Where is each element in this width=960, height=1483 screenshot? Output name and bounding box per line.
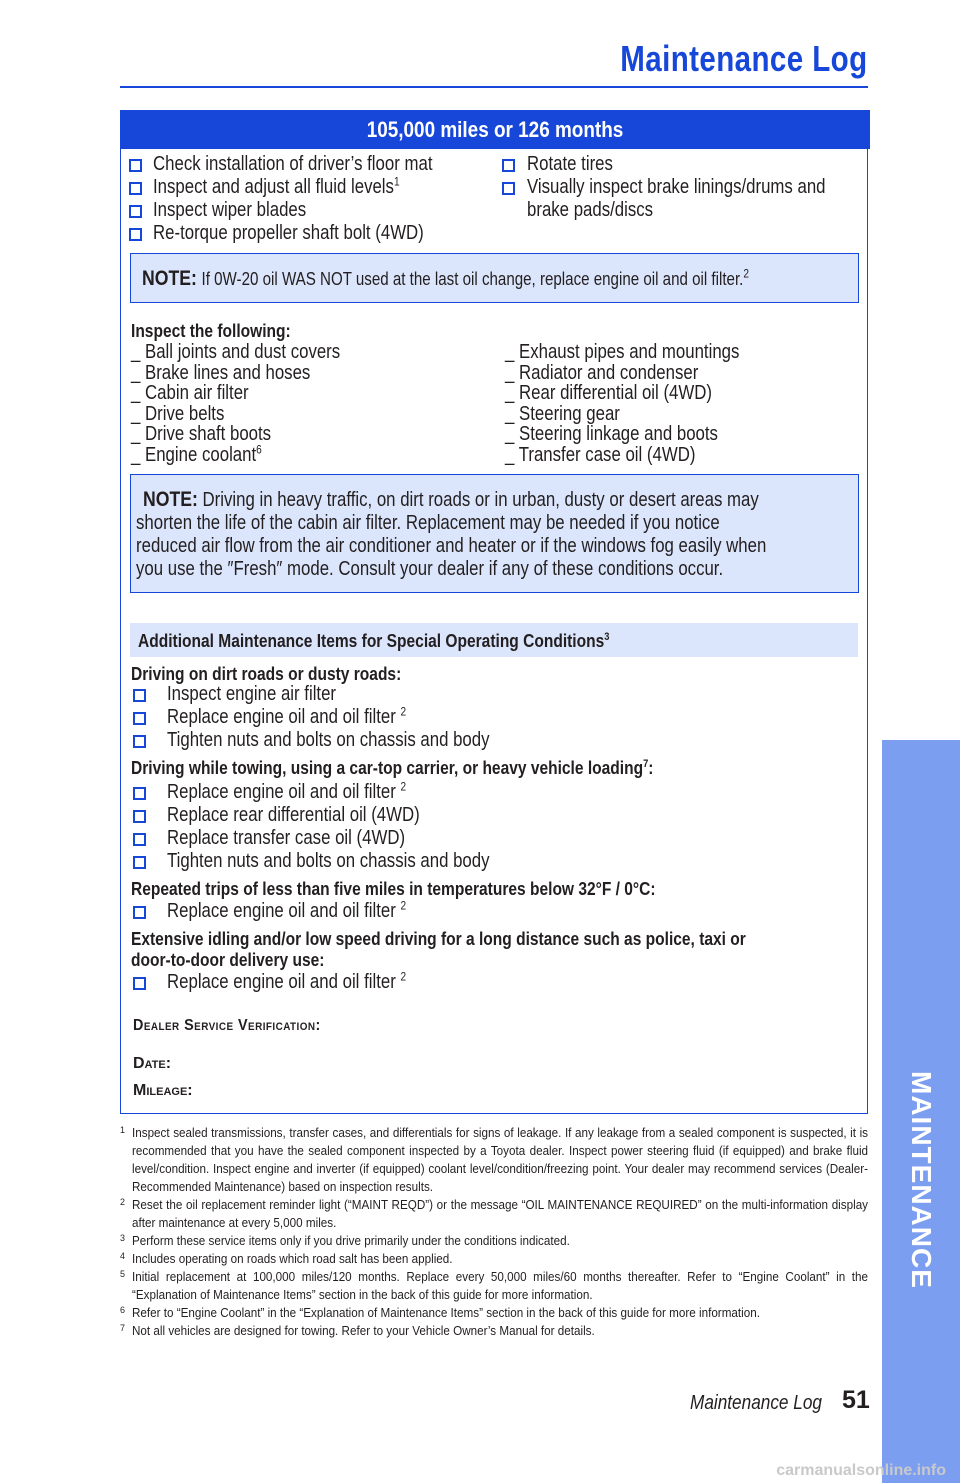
inspect-item: _ Steering linkage and boots — [505, 423, 718, 445]
condition-heading — [131, 663, 401, 685]
checklist-item-text: Visually inspect brake linings/drums and — [527, 176, 826, 198]
condition-heading-tail: : — [648, 757, 654, 778]
footnote-ref: 6 — [256, 441, 262, 456]
footnote-number: 5 — [120, 1269, 126, 1279]
checkbox[interactable] — [129, 205, 142, 218]
checkbox[interactable] — [502, 159, 515, 172]
interval-title: 105,000 miles or 126 months — [366, 117, 624, 142]
footnote-ref: 2 — [400, 898, 407, 913]
note-cabin-filter-box — [130, 474, 859, 593]
checkbox[interactable] — [133, 810, 146, 823]
checkbox[interactable] — [133, 977, 146, 990]
footnote-number: 3 — [120, 1233, 126, 1243]
condition-item — [167, 729, 490, 752]
note-cabin-line2: shorten the life of the cabin air filter. Replacement may be needed if you notice — [136, 512, 720, 534]
checklist-item — [153, 176, 400, 199]
checkbox[interactable] — [129, 228, 142, 241]
condition-heading-text: Driving on dirt roads or dusty roads: — [131, 663, 402, 684]
inspect-item: _ Exhaust pipes and mountings — [505, 341, 740, 363]
condition-heading — [131, 757, 653, 779]
date-label — [133, 1055, 171, 1073]
condition-item — [167, 804, 420, 827]
checklist-item-text: Rotate tires — [527, 153, 613, 175]
checklist-item — [527, 199, 653, 222]
checkbox[interactable] — [129, 159, 142, 172]
footnote-ref: 2 — [400, 779, 407, 794]
condition-item-text: Replace rear differential oil (4WD) — [167, 804, 420, 826]
footnote-text: Refer to “Engine Coolant” in the “Explanation of Maintenance Items” section in the back of this guide for more information. — [132, 1305, 760, 1320]
footnote-ref: 7 — [643, 757, 649, 770]
condition-heading-text: Extensive idling and/or low speed driving for a long distance such as police, taxi or — [131, 928, 746, 949]
note-cabin-line1-text: Driving in heavy traffic, on dirt roads or in urban, dusty or desert areas may — [202, 489, 759, 511]
page-number: 51 — [842, 1386, 870, 1414]
condition-heading-text: Repeated trips of less than five miles in temperatures below 32°F / 0°C: — [131, 878, 656, 899]
dealer-verification-text: Dealer Service Verification: — [133, 1017, 321, 1034]
interval-header — [120, 110, 870, 149]
dealer-verification-label — [133, 1017, 321, 1035]
inspect-item: _ Rear differential oil (4WD) — [505, 382, 712, 404]
additional-title-sup: 3 — [604, 630, 610, 643]
condition-item-text: Tighten nuts and bolts on chassis and body — [167, 729, 490, 751]
note-oil-label: NOTE: — [142, 267, 197, 290]
inspect-item-text: _ Drive belts — [131, 402, 225, 425]
inspect-item-text: _ Drive shaft boots — [131, 423, 272, 445]
condition-item-text: Replace engine oil and oil filter — [167, 781, 401, 803]
note-oil-box — [130, 253, 859, 303]
condition-item — [167, 971, 406, 994]
condition-item — [167, 683, 336, 706]
condition-heading-line2: door-to-door delivery use: — [131, 949, 325, 970]
checklist-item-text: brake pads/discs — [527, 199, 654, 221]
condition-heading-text: Driving while towing, using a car-top carrier, or heavy vehicle loading — [131, 757, 644, 778]
mileage-text: Mileage: — [133, 1082, 193, 1099]
footnote — [120, 1232, 868, 1250]
checkbox[interactable] — [133, 833, 146, 846]
checkbox[interactable] — [129, 182, 142, 195]
footer-label: Maintenance Log — [690, 1392, 822, 1414]
footnote-number: 1 — [120, 1125, 126, 1135]
checkbox[interactable] — [133, 689, 146, 702]
inspect-heading: Inspect the following: — [131, 320, 291, 341]
condition-item — [167, 827, 405, 850]
condition-item-text: Replace transfer case oil (4WD) — [167, 827, 406, 849]
checkbox[interactable] — [133, 712, 146, 725]
condition-item-text: Inspect engine air filter — [167, 683, 337, 705]
note-cabin-line1 — [143, 488, 759, 512]
date-text: Date: — [133, 1055, 172, 1072]
checklist-item — [527, 176, 826, 199]
condition-item — [167, 850, 490, 873]
footnote-ref: 1 — [393, 174, 400, 189]
checklist-item-text: Check installation of driver’s floor mat — [153, 153, 433, 175]
footnote-text: Includes operating on roads which road salt has been applied. — [132, 1251, 453, 1266]
footnote — [120, 1322, 868, 1340]
note-oil-body: If 0W-20 oil WAS NOT used at the last oil change, replace engine oil and oil filter. — [201, 269, 744, 289]
checkbox[interactable] — [502, 182, 515, 195]
footnote — [120, 1124, 868, 1196]
condition-heading — [131, 928, 746, 950]
additional-maintenance-title — [138, 630, 609, 652]
side-tab-label — [905, 1071, 937, 1149]
inspect-item-text: _ Ball joints and dust covers — [131, 341, 341, 363]
footnote-number: 4 — [120, 1251, 126, 1261]
footnote-number: 2 — [120, 1197, 126, 1207]
title-rule — [120, 86, 868, 88]
inspect-item: _ Transfer case oil (4WD) — [505, 443, 696, 466]
checkbox[interactable] — [133, 787, 146, 800]
condition-item — [167, 900, 406, 923]
footnote-ref: 2 — [400, 969, 407, 984]
footnote — [120, 1250, 868, 1268]
page-title: Maintenance Log — [620, 38, 868, 79]
footnote — [120, 1304, 868, 1322]
footnote — [120, 1268, 868, 1304]
footnote-text: Reset the oil replacement reminder light (“MAINT REQD”) or the message “OIL MAINTENANCE REQUIRED” on the multi-information display after maintenance at every 5,000 miles. — [132, 1197, 869, 1230]
inspect-item: _ Steering gear — [505, 402, 620, 425]
footnote-text: Not all vehicles are designed for towing. Refer to your Vehicle Owner’s Manual for details. — [132, 1323, 595, 1338]
inspect-item-text: _ Brake lines and hoses — [131, 361, 311, 384]
condition-heading — [131, 878, 656, 900]
additional-title-text: Additional Maintenance Items for Special Operating Conditions — [138, 630, 605, 651]
checklist-item — [153, 222, 424, 245]
inspect-item — [131, 441, 262, 467]
footnotes — [120, 1124, 868, 1340]
condition-item-text: Replace engine oil and oil filter — [167, 706, 401, 728]
footnote-text: Perform these service items only if you drive primarily under the conditions indicated. — [132, 1233, 570, 1248]
inspect-item: _ Radiator and condenser — [505, 361, 699, 384]
note-cabin-line3: reduced air flow from the air conditioner and heater or if the windows fog easily when — [136, 535, 767, 557]
checklist-item-text: Inspect and adjust all fluid levels — [153, 176, 394, 198]
inspect-item-text: _ Cabin air filter — [131, 382, 249, 404]
condition-item-text: Replace engine oil and oil filter — [167, 900, 401, 922]
checkbox[interactable] — [133, 906, 146, 919]
watermark: carmanualsonline.info — [776, 1462, 946, 1479]
checklist-item — [153, 199, 306, 222]
checklist-item-text: Inspect wiper blades — [153, 199, 307, 221]
condition-item — [167, 781, 406, 804]
condition-item-text: Replace engine oil and oil filter — [167, 971, 401, 993]
inspect-item-text: _ Engine coolant — [131, 443, 257, 466]
note-oil-sup: 2 — [743, 266, 749, 281]
condition-item — [167, 706, 406, 729]
note-oil-text — [142, 267, 749, 291]
footnote-number: 6 — [120, 1305, 126, 1315]
checkbox[interactable] — [133, 735, 146, 748]
footnote-text: Initial replacement at 100,000 miles/120 months. Replace every 50,000 miles/60 months thereafter. Refer to “Engine Coolant” in the “Explanation of Maintenance Items” section in the back of this guide for more information. — [132, 1269, 869, 1302]
footnote-ref: 2 — [400, 704, 407, 719]
note-cabin-label: NOTE: — [143, 488, 198, 511]
checklist-item-text: Re-torque propeller shaft bolt (4WD) — [153, 222, 424, 244]
checklist-item — [527, 153, 613, 176]
condition-item-text: Tighten nuts and bolts on chassis and body — [167, 850, 490, 872]
checklist-item — [153, 153, 432, 176]
footnote — [120, 1196, 868, 1232]
mileage-label — [133, 1082, 193, 1100]
footnote-text: Inspect sealed transmissions, transfer cases, and differentials for signs of leakage. If any leakage from a sealed component is suspected, it is recommended that you have the sealed component inspected by a Toyota dealer. Inspect power steering fluid (if equipped) and brake fluid level/condition. Inspect engine and inverter (if equipped) coolant level/condition/freezing point. Your dealer may recommend services (Dealer-Recommended Maintenance) based on inspection results. — [132, 1125, 869, 1194]
checkbox[interactable] — [133, 856, 146, 869]
footnote-number: 7 — [120, 1323, 126, 1333]
note-cabin-line4: you use the ″Fresh″ mode. Consult your dealer if any of these conditions occur. — [136, 558, 724, 580]
